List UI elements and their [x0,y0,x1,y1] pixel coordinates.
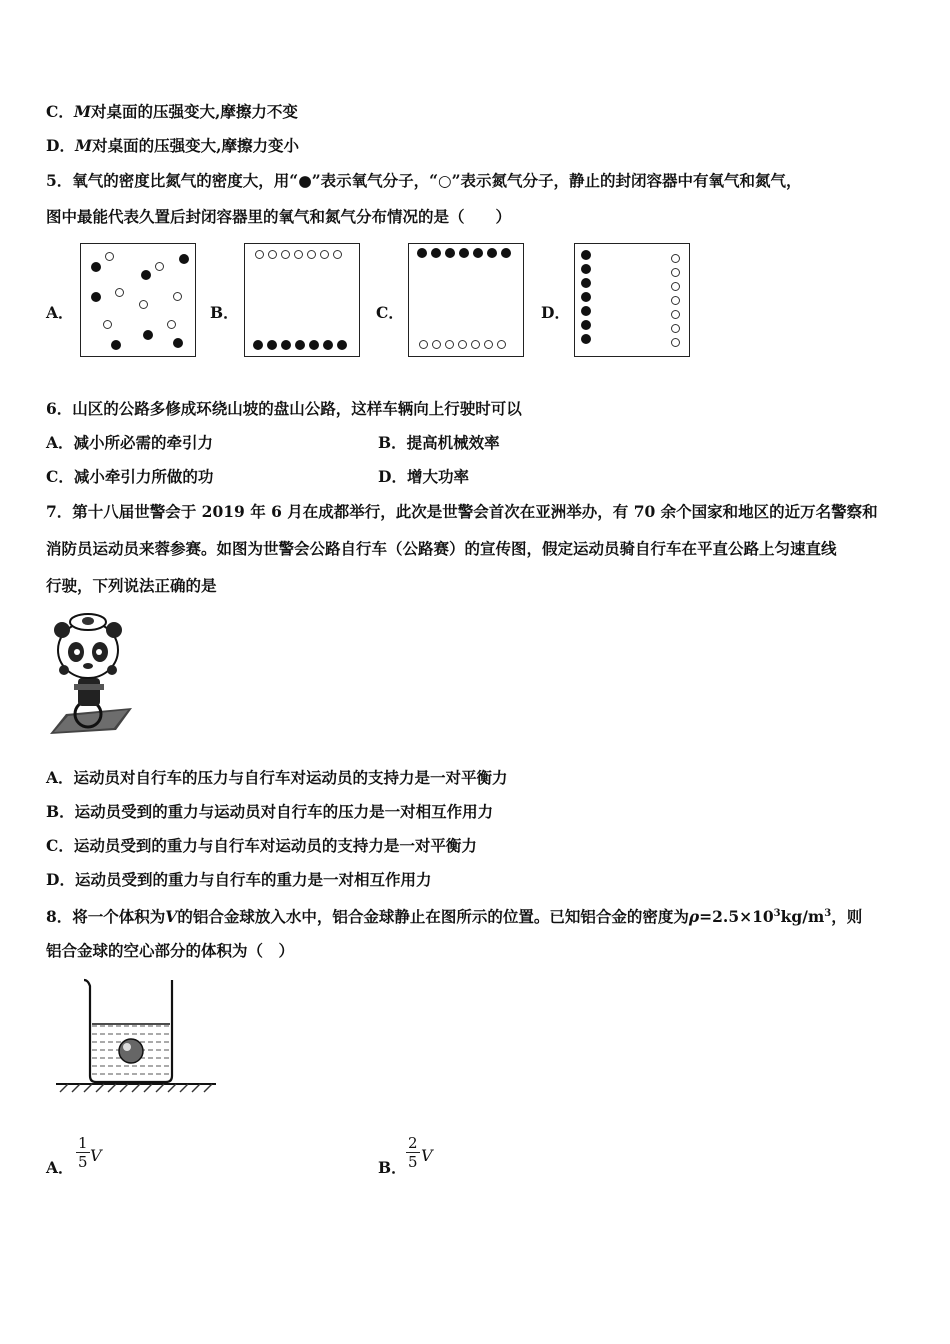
q7-option-c: C．运动员受到的重力与自行车对运动员的支持力是一对平衡力 [46,836,477,855]
q8-option-a-var: V [90,1146,102,1165]
q5-figure-a [80,243,196,357]
q4-option-d: D．M对桌面的压强变大,摩擦力变小 [46,136,300,155]
q7-option-b: B．运动员受到的重力与运动员对自行车的压力是一对相互作用力 [46,802,494,821]
q6-stem: 6．山区的公路多修成环绕山坡的盘山公路，这样车辆向上行驶时可以 [46,399,522,418]
q8-option-b-fraction: $\frac{2}{5}$ [408,1134,418,1171]
q5-label-c: C． [376,303,404,322]
q8-option-a-label: A． [46,1158,74,1177]
q6-option-b: B．提高机械效率 [378,433,500,452]
q8-stem-line2: 铝合金球的空心部分的体积为（ ） [46,941,295,960]
q5-label-d: D． [541,303,570,322]
q8-option-a-fraction: $\frac{1}{5}$ [78,1134,88,1171]
q5-label-a: A． [46,303,74,322]
q6-option-d: D．增大功率 [378,467,469,486]
q7-option-d: D．运动员受到的重力与自行车的重力是一对相互作用力 [46,870,432,889]
q7-stem-line3: 行驶，下列说法正确的是 [46,576,217,595]
q8-option-b-var: V [421,1146,433,1165]
panda-cyclist-illustration [44,608,134,740]
q5-figure-b [244,243,360,357]
q7-option-a: A．运动员对自行车的压力与自行车对运动员的支持力是一对平衡力 [46,768,508,787]
q5-stem-line1: 5．氧气的密度比氮气的密度大，用“●”表示氧气分子，“○”表示氮气分子，静止的封闭容器中有氧气和氮气， [46,171,802,190]
q7-stem-line2: 消防员运动员来蓉参赛。如图为世警会公路自行车（公路赛）的宣传图，假定运动员骑自行车在平直公路上匀速直线 [46,539,837,558]
q5-figure-c [408,243,524,357]
beaker-with-ball-figure [54,976,218,1094]
q8-option-b-label: B． [378,1158,407,1177]
q5-stem-line2: 图中最能代表久置后封闭容器里的氧气和氮气分布情况的是（ ） [46,207,512,226]
q6-option-a: A．减小所必需的牵引力 [46,433,214,452]
q4-option-c: C．M对桌面的压强变大,摩擦力不变 [46,102,298,121]
q6-option-c: C．减小牵引力所做的功 [46,467,214,486]
q8-stem-line1: 8．将一个体积为V的铝合金球放入水中，铝合金球静止在图所示的位置。已知铝合金的密度为$\rho=2.5\times 10^3kg/m^3$，则 [46,907,863,927]
q5-label-b: B． [210,303,239,322]
q5-figure-d [574,243,690,357]
q7-stem-line1: 7．第十八届世警会于 2019 年 6 月在成都举行，此次是世警会首次在亚洲举办，有 70 余个国家和地区的近万名警察和 [46,502,878,521]
